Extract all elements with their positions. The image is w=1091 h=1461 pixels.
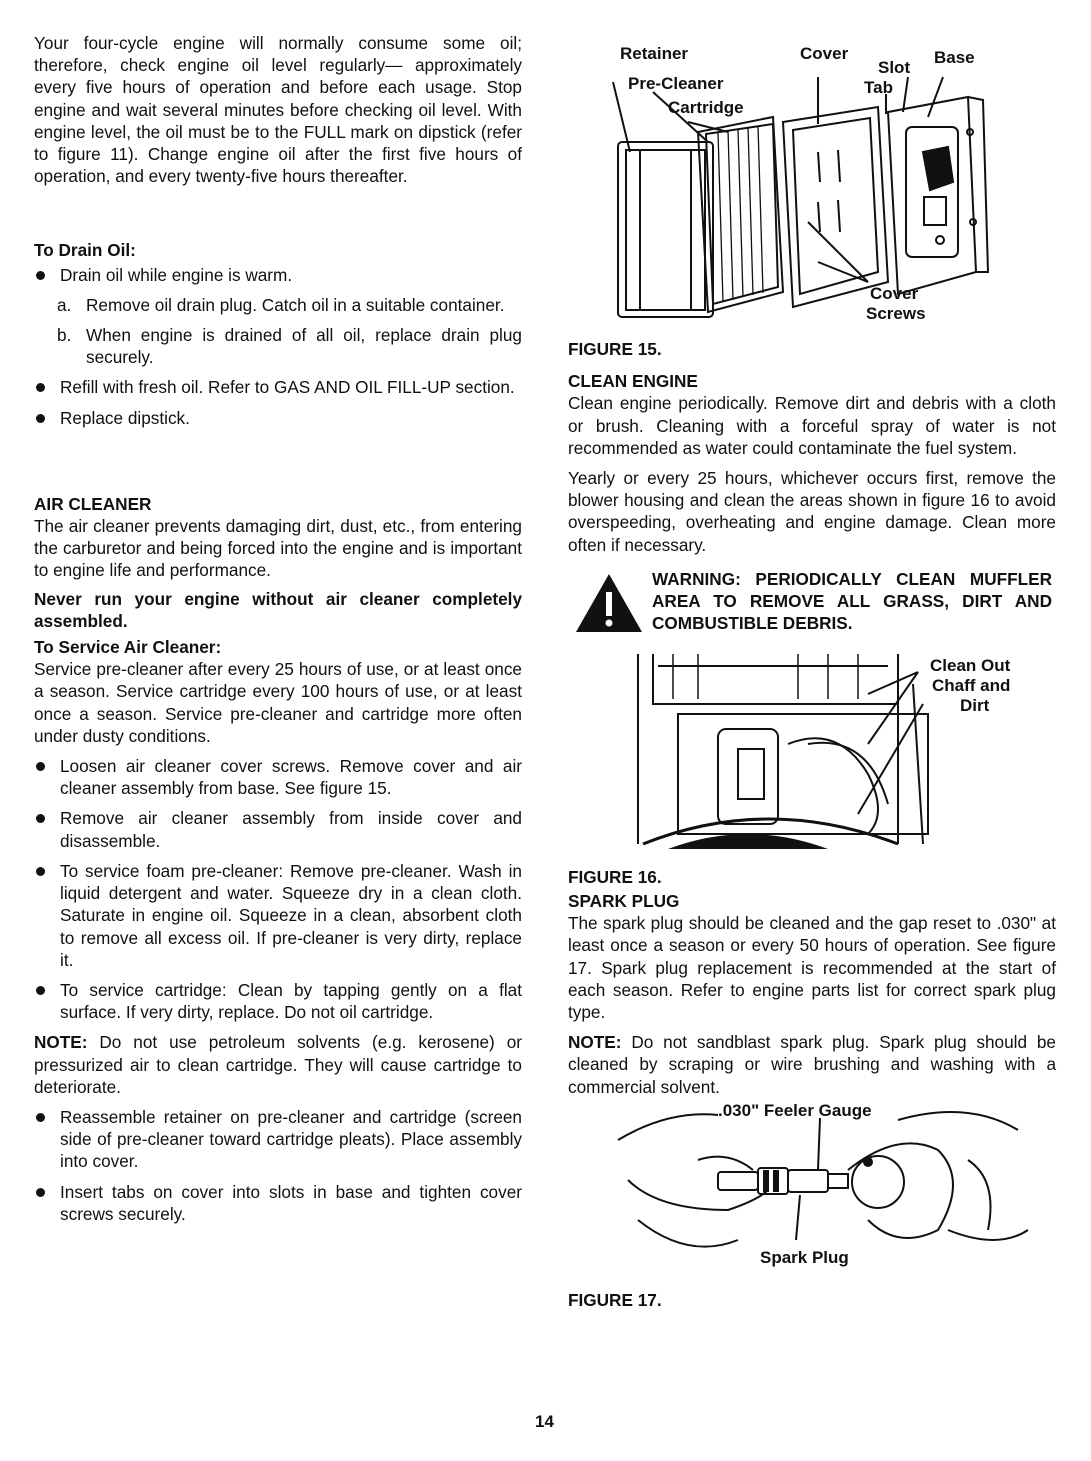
warning-text: WARNING: PERIODICALLY CLEAN MUFFLER AREA TO REMOVE ALL GRASS, DIRT AND COMBUSTIBLE DEBRIS. (652, 568, 1052, 634)
service-paragraph: Service pre-cleaner after every 25 hours of use, or at least once a season. Service cartridge every 100 hours of use, or at least once a season. Service pre-cleaner and cartridge more often under dusty conditions. (34, 659, 522, 746)
fig17-label-gauge: .030" Feeler Gauge (718, 1100, 872, 1120)
clean-engine-paragraph-2: Yearly or every 25 hours, whichever occurs first, remove the blower housing and clean the areas shown in figure 16 to avoid overspeeding, overheating and engine damage. Clean more often if necessary. (568, 468, 1056, 555)
drain-step-a-letter: a. (57, 294, 72, 315)
fig16-label-1: Clean Out (930, 655, 1011, 675)
fig15-label-precleaner: Pre-Cleaner (628, 74, 724, 93)
drain-bullet-2: Refill with fresh oil. Refer to GAS AND OIL FILL-UP section. (34, 376, 522, 398)
note-label: NOTE: (34, 1032, 88, 1053)
figure-15-caption: FIGURE 15. (568, 339, 662, 359)
spark-note-label: NOTE: (568, 1032, 622, 1053)
service-bullet-4: To service cartridge: Clean by tapping gently on a flat surface. If very dirty, replace. Do not oil cartridge. (34, 979, 522, 1023)
spark-plug-paragraph: The spark plug should be cleaned and the gap reset to .030" at least once a season or every 50 hours of operation. See figure 17. Spark plug replacement is recommended at the start of each season. Refer to engine parts list for correct spark plug type. (568, 913, 1056, 1023)
figure-17 (568, 1100, 1056, 1285)
figure-16-caption: FIGURE 16. (568, 866, 662, 887)
service-bullet-3: To service foam pre-cleaner: Remove pre-cleaner. Wash in liquid detergent and water. Squeeze dry in a clean cloth. Saturate in engine oil. Squeeze in a clean, absorbent cloth to remove all excess oil. If pre-cleaner is very dirty, replace it. (34, 860, 522, 971)
drain-bullet-1: Drain oil while engine is warm. (34, 264, 522, 286)
note-text: Do not use petroleum solvents (e.g. kerosene) or pressurized air to clean cartridge. They will cause cartridge to deteriorate. (34, 1032, 522, 1097)
fig15-label-cover-screws-1: Cover (870, 284, 919, 303)
air-cleaner-heading: AIR CLEANER (34, 493, 152, 514)
figure-15 (568, 32, 1056, 332)
drain-step-a (34, 294, 522, 316)
service-air-cleaner-heading: To Service Air Cleaner: (34, 637, 222, 658)
clean-engine-paragraph-1: Clean engine periodically. Remove dirt and debris with a cloth or brush. Cleaning with a forceful spray of water is not recommended as water could contaminate the fuel system. (568, 393, 1056, 458)
service-bullet-1: Loosen air cleaner cover screws. Remove cover and air cleaner assembly from base. See figure 15. (34, 755, 522, 799)
spark-plug-note (568, 1031, 1056, 1098)
service-bullet-2: Remove air cleaner assembly from inside cover and disassemble. (34, 807, 522, 851)
warning-block (568, 568, 1056, 638)
spark-note-text: Do not sandblast spark plug. Spark plug should be cleaned by scraping or wire brushing and washing with a commercial solvent. (568, 1032, 1056, 1097)
air-cleaner-warning: Never run your engine without air cleaner completely assembled. (34, 588, 522, 631)
service-bullet-6: Insert tabs on cover into slots in base and tighten cover screws securely. (34, 1181, 522, 1225)
drain-step-a-text: Remove oil drain plug. Catch oil in a suitable container. (86, 294, 505, 315)
drain-step-b-text: When engine is drained of all oil, replace drain plug securely. (86, 325, 522, 368)
fig15-label-slot: Slot (878, 58, 911, 77)
fig15-label-base: Base (934, 48, 975, 67)
fig15-label-cartridge: Cartridge (668, 98, 744, 117)
left-column (34, 32, 522, 1225)
page-number: 14 (535, 1412, 554, 1431)
spark-plug-heading: SPARK PLUG (568, 891, 680, 912)
figure-17-caption: FIGURE 17. (568, 1289, 662, 1310)
fig15-label-retainer: Retainer (620, 44, 689, 63)
fig15-label-cover-screws-2: Screws (866, 304, 926, 323)
clean-engine-heading: CLEAN ENGINE (568, 371, 698, 392)
oil-intro-paragraph: Your four-cycle engine will normally consume some oil; therefore, check engine oil level regularly— approximately every five hours of operation and before each usage. Stop engine and wait several minutes before checking oil level. With engine level, the oil must be to the FULL mark on dipstick (refer to figure 11). Change engine oil after the first five hours of operation, and every twenty-five hours thereafter. (34, 33, 522, 187)
air-cleaner-paragraph: The air cleaner prevents damaging dirt, dust, etc., from entering the carburetor and being forced into the engine and is important to engine life and performance. (34, 516, 522, 581)
figure-16 (568, 644, 1056, 866)
warning-triangle-icon (574, 572, 644, 634)
fig15-label-cover: Cover (800, 44, 849, 63)
service-bullet-5: Reassemble retainer on pre-cleaner and cartridge (screen side of pre-cleaner toward cartridge pleats). Place assembly into cover. (34, 1106, 522, 1173)
drain-oil-heading: To Drain Oil: (34, 240, 136, 261)
drain-bullet-3: Replace dipstick. (34, 407, 522, 429)
fig16-label-2: Chaff and (932, 675, 1011, 695)
fig16-label-3: Dirt (960, 695, 990, 715)
fig17-label-spark-plug: Spark Plug (760, 1247, 849, 1267)
fig15-label-tab: Tab (864, 78, 893, 97)
air-cleaner-note (34, 1031, 522, 1098)
right-column (568, 32, 1056, 1311)
drain-step-b (34, 324, 522, 368)
drain-step-b-letter: b. (57, 325, 72, 346)
